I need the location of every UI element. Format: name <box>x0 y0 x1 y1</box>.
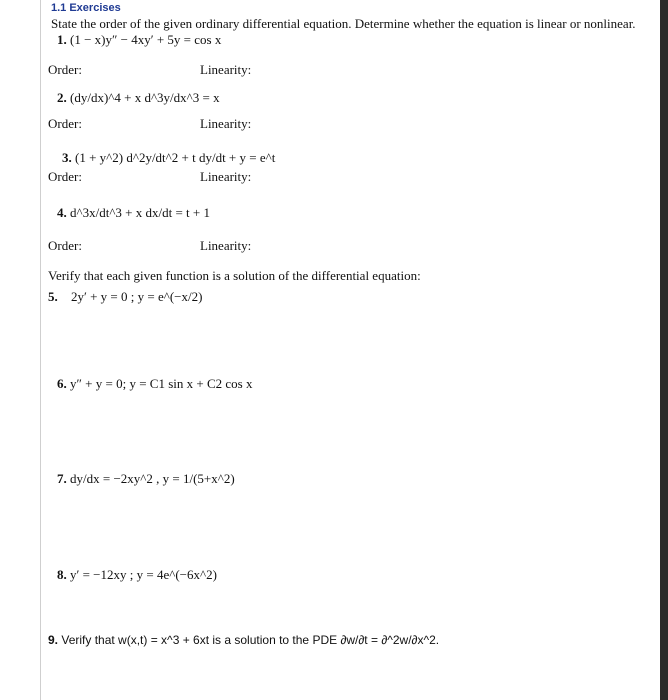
exercise-9 <box>48 633 439 647</box>
instructions: State the order of the given ordinary differential equation. Determine whether the equation is linear or nonlinear. <box>51 16 636 31</box>
exercise-equation: (1 + y^2) d^2y/dt^2 + t dy/dt + y = e^t <box>75 150 276 165</box>
exercise-number: 7. <box>57 471 67 486</box>
verify-instructions: Verify that each given function is a solution of the differential equation: <box>48 268 421 283</box>
exercise-equation: y″ + y = 0; y = C1 sin x + C2 cos x <box>70 376 253 391</box>
exercise-text: Verify that w(x,t) = x^3 + 6xt is a solution to the PDE ∂w/∂t = ∂^2w/∂x^2. <box>61 633 440 647</box>
exercise-equation: d^3x/dt^3 + x dx/dt = t + 1 <box>70 205 211 220</box>
order-label: Order: <box>48 169 82 184</box>
exercise-1 <box>57 32 221 48</box>
exercise-equation: (1 − x)y″ − 4xy′ + 5y = cos x <box>70 32 222 47</box>
order-label: Order: <box>48 62 82 77</box>
exercise-5 <box>48 289 202 305</box>
linearity-label: Linearity: <box>200 238 252 253</box>
exercise-number: 3. <box>62 150 72 165</box>
exercise-3 <box>62 150 275 166</box>
exercise-equation: (dy/dx)^4 + x d^3y/dx^3 = x <box>70 90 220 105</box>
order-label: Order: <box>48 116 82 131</box>
order-label: Order: <box>48 238 82 253</box>
exercise-number: 8. <box>57 567 67 582</box>
scrollbar-edge <box>660 0 668 700</box>
exercise-2 <box>57 90 220 106</box>
exercise-6 <box>57 376 252 392</box>
exercise-equation: 2y′ + y = 0 ; y = e^(−x/2) <box>71 289 203 304</box>
exercise-number: 9. <box>48 633 59 647</box>
linearity-label: Linearity: <box>200 62 252 77</box>
exercise-number: 6. <box>57 376 67 391</box>
exercise-number: 5. <box>48 289 58 304</box>
linearity-label: Linearity: <box>200 116 252 131</box>
section-heading: 1.1 Exercises <box>51 2 121 14</box>
exercise-4 <box>57 205 210 221</box>
exercise-number: 4. <box>57 205 67 220</box>
exercise-number: 1. <box>57 32 67 47</box>
linearity-label: Linearity: <box>200 169 252 184</box>
exercise-number: 2. <box>57 90 67 105</box>
exercise-8 <box>57 567 217 583</box>
exercise-equation: y′ = −12xy ; y = 4e^(−6x^2) <box>70 567 217 582</box>
exercise-7 <box>57 471 235 487</box>
exercise-equation: dy/dx = −2xy^2 , y = 1/(5+x^2) <box>70 471 235 486</box>
